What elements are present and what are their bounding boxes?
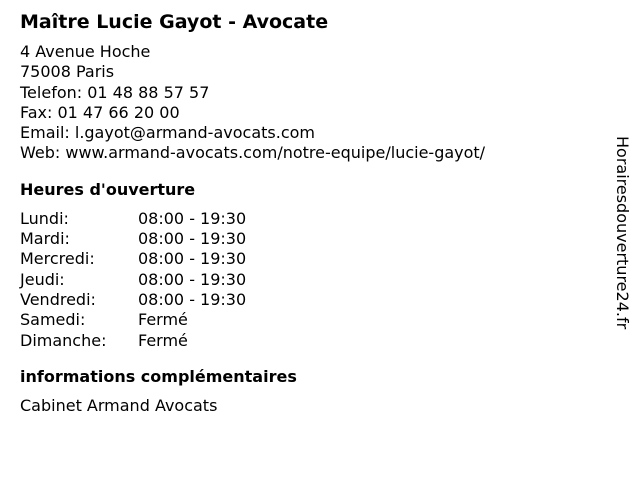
business-card <box>20 10 590 416</box>
day-label: Jeudi: <box>20 269 65 289</box>
additional-info-heading: informations complémentaires <box>20 366 297 386</box>
phone-line: Telefon: 01 48 88 57 57 <box>20 82 210 102</box>
hours-row-wednesday <box>20 249 590 269</box>
day-label: Dimanche: <box>20 330 107 350</box>
fax-line: Fax: 01 47 66 20 00 <box>20 102 180 122</box>
hours-row-thursday <box>20 270 590 290</box>
address-line-2: 75008 Paris <box>20 62 115 82</box>
contact-block <box>20 42 590 164</box>
day-hours: 08:00 - 19:30 <box>138 269 247 289</box>
site-watermark: Horairesdouverture24.fr <box>613 136 632 330</box>
hours-row-monday <box>20 209 590 229</box>
hours-table <box>20 209 590 351</box>
day-label: Mercredi: <box>20 249 95 269</box>
web-line: Web: www.armand-avocats.com/notre-equipe/lucie-gayot/ <box>20 143 486 163</box>
day-hours: 08:00 - 19:30 <box>138 208 247 228</box>
page-title: Maître Lucie Gayot - Avocate <box>20 11 329 33</box>
day-hours: Fermé <box>138 330 188 350</box>
hours-heading: Heures d'ouverture <box>20 179 196 199</box>
day-hours: 08:00 - 19:30 <box>138 249 247 269</box>
email-line: Email: l.gayot@armand-avocats.com <box>20 123 315 143</box>
day-label: Samedi: <box>20 310 86 330</box>
additional-info-text: Cabinet Armand Avocats <box>20 395 218 415</box>
hours-row-tuesday <box>20 229 590 249</box>
day-hours: Fermé <box>138 310 188 330</box>
hours-row-sunday <box>20 331 590 351</box>
hours-row-friday <box>20 290 590 310</box>
day-label: Vendredi: <box>20 289 96 309</box>
day-label: Mardi: <box>20 229 70 249</box>
address-line-1: 4 Avenue Hoche <box>20 42 151 61</box>
day-label: Lundi: <box>20 208 69 228</box>
hours-row-saturday <box>20 310 590 330</box>
day-hours: 08:00 - 19:30 <box>138 289 247 309</box>
day-hours: 08:00 - 19:30 <box>138 229 247 249</box>
